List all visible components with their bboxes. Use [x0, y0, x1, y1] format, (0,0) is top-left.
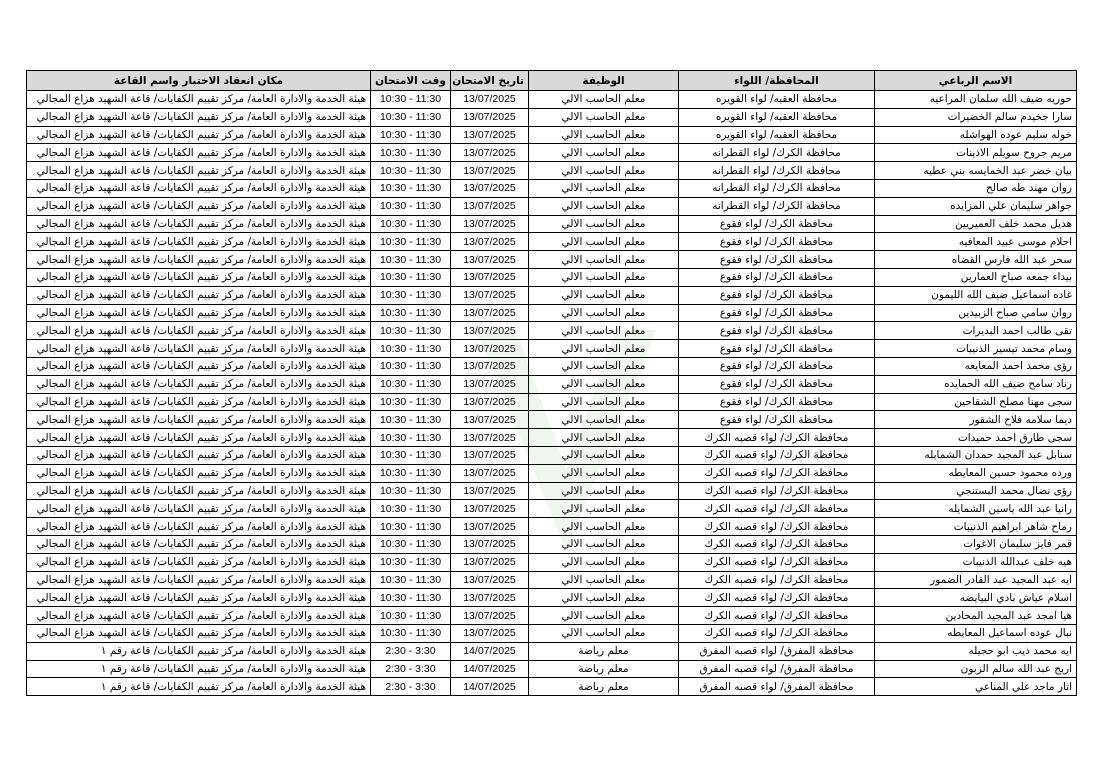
cell-region: محافظة الكرك/ لواء فقوع [679, 411, 875, 429]
cell-region: محافظة الكرك/ لواء قصبه الكرك [679, 518, 875, 536]
cell-date: 13/07/2025 [451, 589, 529, 607]
cell-place: هيئة الخدمة والادارة العامة/ مركز تقييم الكفايات/ قاعة الشهيد هزاع المجالي [27, 251, 371, 269]
cell-name: سحر عبد الله فارس القضاه [875, 251, 1077, 269]
cell-date: 13/07/2025 [451, 286, 529, 304]
table-row [27, 251, 1077, 269]
cell-time: 10:30 - 11:30 [371, 624, 451, 642]
cell-date: 13/07/2025 [451, 91, 529, 109]
cell-place: هيئة الخدمة والادارة العامة/ مركز تقييم الكفايات/ قاعة الشهيد هزاع المجالي [27, 429, 371, 447]
cell-time: 10:30 - 11:30 [371, 144, 451, 162]
cell-date: 13/07/2025 [451, 322, 529, 340]
cell-place: هيئة الخدمة والادارة العامة/ مركز تقييم الكفايات/ قاعة الشهيد هزاع المجالي [27, 535, 371, 553]
header-job: الوظيفة [529, 71, 679, 91]
cell-region: محافظة الكرك/ لواء قصبه الكرك [679, 535, 875, 553]
cell-date: 13/07/2025 [451, 357, 529, 375]
cell-time: 10:30 - 11:30 [371, 518, 451, 536]
table-row [27, 286, 1077, 304]
cell-date: 13/07/2025 [451, 482, 529, 500]
cell-job: معلم الحاسب الالي [529, 251, 679, 269]
cell-job: معلم الحاسب الالي [529, 268, 679, 286]
header-row [27, 71, 1077, 91]
cell-place: هيئة الخدمة والادارة العامة/ مركز تقييم الكفايات/ قاعة الشهيد هزاع المجالي [27, 233, 371, 251]
cell-name: سنابل عبد المجيد حمدان الشمايله [875, 446, 1077, 464]
table-row [27, 126, 1077, 144]
cell-place: هيئة الخدمة والادارة العامة/ مركز تقييم الكفايات/ قاعة الشهيد هزاع المجالي [27, 482, 371, 500]
header-region: المحافظة/ اللواء [679, 71, 875, 91]
table-row [27, 357, 1077, 375]
cell-job: معلم الحاسب الالي [529, 607, 679, 625]
cell-place: هيئة الخدمة والادارة العامة/ مركز تقييم الكفايات/ قاعة الشهيد هزاع المجالي [27, 304, 371, 322]
cell-place: هيئة الخدمة والادارة العامة/ مركز تقييم الكفايات/ قاعة الشهيد هزاع المجالي [27, 589, 371, 607]
cell-region: محافظة المفرق/ لواء قصبه المفرق [679, 678, 875, 696]
cell-date: 13/07/2025 [451, 126, 529, 144]
table-row [27, 518, 1077, 536]
cell-place: هيئة الخدمة والادارة العامة/ مركز تقييم الكفايات/ قاعة رقم ١ [27, 678, 371, 696]
cell-time: 10:30 - 11:30 [371, 571, 451, 589]
cell-region: محافظة الكرك/ لواء قصبه الكرك [679, 607, 875, 625]
table-row [27, 108, 1077, 126]
cell-name: قمر فايز سليمان الاغوات [875, 535, 1077, 553]
cell-name: جواهر سليمان علي المزايده [875, 197, 1077, 215]
cell-place: هيئة الخدمة والادارة العامة/ مركز تقييم الكفايات/ قاعة الشهيد هزاع المجالي [27, 553, 371, 571]
cell-region: محافظة الكرك/ لواء فقوع [679, 268, 875, 286]
cell-place: هيئة الخدمة والادارة العامة/ مركز تقييم الكفايات/ قاعة الشهيد هزاع المجالي [27, 464, 371, 482]
cell-region: محافظة الكرك/ لواء قصبه الكرك [679, 500, 875, 518]
table-body [27, 91, 1077, 696]
cell-time: 2:30 - 3:30 [371, 642, 451, 660]
cell-name: هديل محمد خلف العميريين [875, 215, 1077, 233]
cell-date: 13/07/2025 [451, 108, 529, 126]
table-row [27, 233, 1077, 251]
cell-place: هيئة الخدمة والادارة العامة/ مركز تقييم الكفايات/ قاعة الشهيد هزاع المجالي [27, 375, 371, 393]
cell-date: 13/07/2025 [451, 251, 529, 269]
cell-job: معلم الحاسب الالي [529, 357, 679, 375]
cell-job: معلم الحاسب الالي [529, 304, 679, 322]
cell-place: هيئة الخدمة والادارة العامة/ مركز تقييم الكفايات/ قاعة الشهيد هزاع المجالي [27, 411, 371, 429]
cell-time: 10:30 - 11:30 [371, 500, 451, 518]
cell-time: 10:30 - 11:30 [371, 429, 451, 447]
cell-job: معلم الحاسب الالي [529, 393, 679, 411]
cell-job: معلم الحاسب الالي [529, 500, 679, 518]
cell-region: محافظة الكرك/ لواء قصبه الكرك [679, 553, 875, 571]
table-row [27, 411, 1077, 429]
table-row [27, 197, 1077, 215]
cell-region: محافظة الكرك/ لواء قصبه الكرك [679, 429, 875, 447]
cell-place: هيئة الخدمة والادارة العامة/ مركز تقييم الكفايات/ قاعة الشهيد هزاع المجالي [27, 571, 371, 589]
table-row [27, 162, 1077, 180]
cell-region: محافظة الكرك/ لواء فقوع [679, 251, 875, 269]
cell-job: معلم الحاسب الالي [529, 464, 679, 482]
cell-region: محافظة العقبه/ لواء القويره [679, 108, 875, 126]
cell-region: محافظة الكرك/ لواء فقوع [679, 375, 875, 393]
cell-region: محافظة العقبه/ لواء القويره [679, 91, 875, 109]
cell-time: 10:30 - 11:30 [371, 126, 451, 144]
cell-job: معلم الحاسب الالي [529, 91, 679, 109]
cell-name: مريم جروح سويلم الاذينات [875, 144, 1077, 162]
cell-name: اسلام عياش بادي البيايضه [875, 589, 1077, 607]
cell-time: 10:30 - 11:30 [371, 197, 451, 215]
table-row [27, 375, 1077, 393]
cell-name: غاده اسماعيل ضيف الله الليمون [875, 286, 1077, 304]
cell-region: محافظة الكرك/ لواء فقوع [679, 322, 875, 340]
cell-date: 13/07/2025 [451, 607, 529, 625]
cell-time: 10:30 - 11:30 [371, 286, 451, 304]
table-row [27, 482, 1077, 500]
table-row [27, 678, 1077, 696]
cell-name: وسام محمد تيسير الذنيبات [875, 340, 1077, 358]
table-row [27, 179, 1077, 197]
table-row [27, 589, 1077, 607]
cell-time: 10:30 - 11:30 [371, 340, 451, 358]
table-row [27, 393, 1077, 411]
cell-place: هيئة الخدمة والادارة العامة/ مركز تقييم الكفايات/ قاعة الشهيد هزاع المجالي [27, 393, 371, 411]
document-page [26, 70, 1076, 696]
cell-job: معلم الحاسب الالي [529, 197, 679, 215]
table-row [27, 607, 1077, 625]
header-name: الاسم الرباعي [875, 71, 1077, 91]
cell-date: 13/07/2025 [451, 393, 529, 411]
cell-time: 10:30 - 11:30 [371, 411, 451, 429]
table-row [27, 144, 1077, 162]
cell-place: هيئة الخدمة والادارة العامة/ مركز تقييم الكفايات/ قاعة الشهيد هزاع المجالي [27, 322, 371, 340]
cell-time: 10:30 - 11:30 [371, 179, 451, 197]
cell-time: 2:30 - 3:30 [371, 678, 451, 696]
cell-job: معلم رياضة [529, 678, 679, 696]
table-row [27, 215, 1077, 233]
cell-name: رناد سامح ضيف الله الحمايده [875, 375, 1077, 393]
cell-name: رؤى محمد احمد المعايعه [875, 357, 1077, 375]
cell-name: ديما سلامه فلاح الشقور [875, 411, 1077, 429]
cell-date: 13/07/2025 [451, 429, 529, 447]
cell-job: معلم الحاسب الالي [529, 375, 679, 393]
exam-schedule-table [26, 70, 1077, 696]
cell-time: 10:30 - 11:30 [371, 91, 451, 109]
table-row [27, 571, 1077, 589]
cell-place: هيئة الخدمة والادارة العامة/ مركز تقييم الكفايات/ قاعة الشهيد هزاع المجالي [27, 162, 371, 180]
cell-date: 14/07/2025 [451, 678, 529, 696]
cell-time: 10:30 - 11:30 [371, 375, 451, 393]
cell-time: 10:30 - 11:30 [371, 251, 451, 269]
cell-job: معلم الحاسب الالي [529, 233, 679, 251]
cell-region: محافظة الكرك/ لواء قصبه الكرك [679, 464, 875, 482]
cell-date: 13/07/2025 [451, 340, 529, 358]
cell-name: اثار ماجد علي المناعي [875, 678, 1077, 696]
cell-job: معلم الحاسب الالي [529, 624, 679, 642]
table-row [27, 624, 1077, 642]
table-row [27, 535, 1077, 553]
cell-place: هيئة الخدمة والادارة العامة/ مركز تقييم الكفايات/ قاعة الشهيد هزاع المجالي [27, 91, 371, 109]
table-row [27, 642, 1077, 660]
cell-place: هيئة الخدمة والادارة العامة/ مركز تقييم الكفايات/ قاعة الشهيد هزاع المجالي [27, 179, 371, 197]
cell-date: 13/07/2025 [451, 215, 529, 233]
cell-region: محافظة الكرك/ لواء فقوع [679, 215, 875, 233]
cell-date: 13/07/2025 [451, 411, 529, 429]
cell-name: روان مهند طه صالح [875, 179, 1077, 197]
cell-time: 10:30 - 11:30 [371, 464, 451, 482]
cell-date: 13/07/2025 [451, 304, 529, 322]
cell-place: هيئة الخدمة والادارة العامة/ مركز تقييم الكفايات/ قاعة الشهيد هزاع المجالي [27, 268, 371, 286]
table-row [27, 660, 1077, 678]
table-row [27, 268, 1077, 286]
cell-job: معلم الحاسب الالي [529, 429, 679, 447]
cell-job: معلم الحاسب الالي [529, 179, 679, 197]
cell-region: محافظة الكرك/ لواء فقوع [679, 304, 875, 322]
cell-job: معلم رياضة [529, 642, 679, 660]
cell-date: 13/07/2025 [451, 553, 529, 571]
cell-name: سجى مهنا مصلح الشقاحين [875, 393, 1077, 411]
cell-time: 10:30 - 11:30 [371, 268, 451, 286]
cell-job: معلم الحاسب الالي [529, 286, 679, 304]
cell-name: هيه خلف عبدالله الذنيبات [875, 553, 1077, 571]
cell-date: 13/07/2025 [451, 144, 529, 162]
cell-region: محافظة الكرك/ لواء قصبه الكرك [679, 446, 875, 464]
cell-job: معلم الحاسب الالي [529, 482, 679, 500]
cell-place: هيئة الخدمة والادارة العامة/ مركز تقييم الكفايات/ قاعة الشهيد هزاع المجالي [27, 215, 371, 233]
cell-place: هيئة الخدمة والادارة العامة/ مركز تقييم الكفايات/ قاعة الشهيد هزاع المجالي [27, 624, 371, 642]
cell-job: معلم الحاسب الالي [529, 340, 679, 358]
table-row [27, 91, 1077, 109]
cell-region: محافظة المفرق/ لواء قصبه المفرق [679, 642, 875, 660]
cell-name: سجى طارق احمد حميدات [875, 429, 1077, 447]
cell-region: محافظة المفرق/ لواء قصبه المفرق [679, 660, 875, 678]
cell-name: رماح شاهر ابراهيم الذنيبات [875, 518, 1077, 536]
table-row [27, 429, 1077, 447]
cell-place: هيئة الخدمة والادارة العامة/ مركز تقييم الكفايات/ قاعة الشهيد هزاع المجالي [27, 286, 371, 304]
cell-region: محافظة الكرك/ لواء القطرانه [679, 162, 875, 180]
cell-time: 10:30 - 11:30 [371, 357, 451, 375]
cell-job: معلم الحاسب الالي [529, 446, 679, 464]
cell-job: معلم الحاسب الالي [529, 518, 679, 536]
cell-time: 10:30 - 11:30 [371, 589, 451, 607]
cell-time: 10:30 - 11:30 [371, 162, 451, 180]
cell-job: معلم الحاسب الالي [529, 126, 679, 144]
cell-region: محافظة الكرك/ لواء قصبه الكرك [679, 482, 875, 500]
table-header [27, 71, 1077, 91]
cell-name: نبال عوده اسماعيل المعايطه [875, 624, 1077, 642]
table-row [27, 304, 1077, 322]
cell-region: محافظة الكرك/ لواء القطرانه [679, 197, 875, 215]
cell-time: 10:30 - 11:30 [371, 482, 451, 500]
cell-date: 13/07/2025 [451, 375, 529, 393]
cell-date: 14/07/2025 [451, 642, 529, 660]
cell-job: معلم الحاسب الالي [529, 108, 679, 126]
cell-time: 10:30 - 11:30 [371, 553, 451, 571]
cell-job: معلم الحاسب الالي [529, 411, 679, 429]
cell-time: 10:30 - 11:30 [371, 215, 451, 233]
cell-name: تقى طالب احمد البديرات [875, 322, 1077, 340]
cell-time: 10:30 - 11:30 [371, 108, 451, 126]
table-row [27, 553, 1077, 571]
cell-job: معلم الحاسب الالي [529, 322, 679, 340]
cell-place: هيئة الخدمة والادارة العامة/ مركز تقييم الكفايات/ قاعة الشهيد هزاع المجالي [27, 108, 371, 126]
cell-name: بيداء جمعه صباح العمارين [875, 268, 1077, 286]
cell-time: 10:30 - 11:30 [371, 233, 451, 251]
cell-place: هيئة الخدمة والادارة العامة/ مركز تقييم الكفايات/ قاعة الشهيد هزاع المجالي [27, 500, 371, 518]
cell-job: معلم الحاسب الالي [529, 589, 679, 607]
cell-place: هيئة الخدمة والادارة العامة/ مركز تقييم الكفايات/ قاعة الشهيد هزاع المجالي [27, 518, 371, 536]
cell-region: محافظة الكرك/ لواء فقوع [679, 340, 875, 358]
cell-name: ايه عبد المجيد عبد القادر الضمور [875, 571, 1077, 589]
cell-time: 10:30 - 11:30 [371, 607, 451, 625]
cell-place: هيئة الخدمة والادارة العامة/ مركز تقييم الكفايات/ قاعة الشهيد هزاع المجالي [27, 357, 371, 375]
cell-date: 13/07/2025 [451, 446, 529, 464]
table-row [27, 340, 1077, 358]
cell-name: رانيا عبد الله ياسين الشمايله [875, 500, 1077, 518]
cell-region: محافظة الكرك/ لواء فقوع [679, 233, 875, 251]
header-place: مكان انعقاد الاختبار واسم القاعة [27, 71, 371, 91]
cell-region: محافظة الكرك/ لواء قصبه الكرك [679, 571, 875, 589]
cell-region: محافظة العقبه/ لواء القويره [679, 126, 875, 144]
cell-name: حوريه ضيف الله سلمان المراعيه [875, 91, 1077, 109]
cell-job: معلم رياضة [529, 660, 679, 678]
cell-date: 13/07/2025 [451, 233, 529, 251]
cell-place: هيئة الخدمة والادارة العامة/ مركز تقييم الكفايات/ قاعة رقم ١ [27, 642, 371, 660]
cell-region: محافظة الكرك/ لواء قصبه الكرك [679, 624, 875, 642]
cell-region: محافظة الكرك/ لواء القطرانه [679, 144, 875, 162]
table-row [27, 446, 1077, 464]
cell-date: 13/07/2025 [451, 535, 529, 553]
cell-time: 10:30 - 11:30 [371, 322, 451, 340]
cell-region: محافظة الكرك/ لواء القطرانه [679, 179, 875, 197]
cell-job: معلم الحاسب الالي [529, 162, 679, 180]
cell-name: روان سامي صباح الزبيدين [875, 304, 1077, 322]
table-row [27, 464, 1077, 482]
cell-name: بيان خضر عبد الخمايسه بني عطيه [875, 162, 1077, 180]
header-time: وقت الامتحان [371, 71, 451, 91]
cell-name: اريج عبد الله سالم الزبون [875, 660, 1077, 678]
cell-name: سارا جخيدم سالم الخضيرات [875, 108, 1077, 126]
cell-region: محافظة الكرك/ لواء فقوع [679, 286, 875, 304]
cell-date: 13/07/2025 [451, 518, 529, 536]
cell-name: احلام موسى عبيد المعافيه [875, 233, 1077, 251]
cell-region: محافظة الكرك/ لواء قصبه الكرك [679, 589, 875, 607]
table-row [27, 500, 1077, 518]
cell-place: هيئة الخدمة والادارة العامة/ مركز تقييم الكفايات/ قاعة الشهيد هزاع المجالي [27, 144, 371, 162]
cell-place: هيئة الخدمة والادارة العامة/ مركز تقييم الكفايات/ قاعة الشهيد هزاع المجالي [27, 607, 371, 625]
cell-name: هيا امجد عبد المجيد المحادين [875, 607, 1077, 625]
cell-region: محافظة الكرك/ لواء فقوع [679, 393, 875, 411]
cell-date: 13/07/2025 [451, 571, 529, 589]
cell-date: 13/07/2025 [451, 464, 529, 482]
cell-time: 10:30 - 11:30 [371, 304, 451, 322]
cell-time: 10:30 - 11:30 [371, 393, 451, 411]
cell-place: هيئة الخدمة والادارة العامة/ مركز تقييم الكفايات/ قاعة الشهيد هزاع المجالي [27, 197, 371, 215]
cell-date: 13/07/2025 [451, 179, 529, 197]
cell-place: هيئة الخدمة والادارة العامة/ مركز تقييم الكفايات/ قاعة الشهيد هزاع المجالي [27, 126, 371, 144]
cell-place: هيئة الخدمة والادارة العامة/ مركز تقييم الكفايات/ قاعة الشهيد هزاع المجالي [27, 340, 371, 358]
cell-region: محافظة الكرك/ لواء فقوع [679, 357, 875, 375]
cell-date: 14/07/2025 [451, 660, 529, 678]
cell-time: 10:30 - 11:30 [371, 446, 451, 464]
cell-name: خوله سليم عوده الهواشله [875, 126, 1077, 144]
cell-job: معلم الحاسب الالي [529, 571, 679, 589]
cell-date: 13/07/2025 [451, 500, 529, 518]
cell-place: هيئة الخدمة والادارة العامة/ مركز تقييم الكفايات/ قاعة رقم ١ [27, 660, 371, 678]
cell-name: ورده محمود حسين المعايطه [875, 464, 1077, 482]
cell-job: معلم الحاسب الالي [529, 553, 679, 571]
header-date: تاريخ الامتحان [451, 71, 529, 91]
table-row [27, 322, 1077, 340]
cell-job: معلم الحاسب الالي [529, 215, 679, 233]
cell-time: 10:30 - 11:30 [371, 535, 451, 553]
cell-job: معلم الحاسب الالي [529, 144, 679, 162]
cell-date: 13/07/2025 [451, 624, 529, 642]
cell-date: 13/07/2025 [451, 268, 529, 286]
cell-date: 13/07/2025 [451, 162, 529, 180]
cell-date: 13/07/2025 [451, 197, 529, 215]
cell-time: 2:30 - 3:30 [371, 660, 451, 678]
cell-name: رؤى نضال محمد البستنجي [875, 482, 1077, 500]
cell-name: ايه محمد ذيب ابو حجيله [875, 642, 1077, 660]
cell-place: هيئة الخدمة والادارة العامة/ مركز تقييم الكفايات/ قاعة الشهيد هزاع المجالي [27, 446, 371, 464]
cell-job: معلم الحاسب الالي [529, 535, 679, 553]
